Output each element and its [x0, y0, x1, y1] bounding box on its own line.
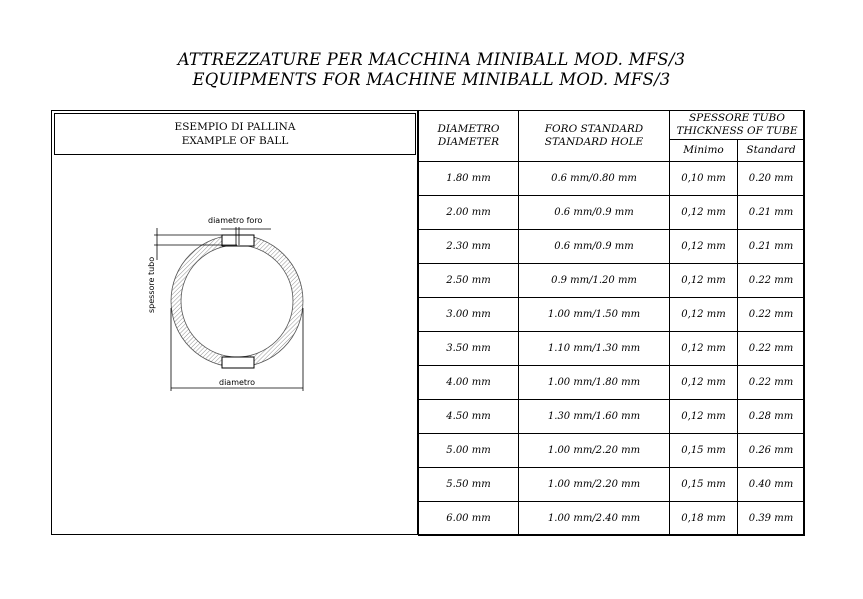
- example-label-english: EXAMPLE OF BALL: [181, 135, 289, 147]
- cell-std-thickness: 0.40 mm: [738, 468, 805, 502]
- cell-hole: 0.9 mm/1.20 mm: [519, 264, 670, 298]
- title-english: EQUIPMENTS FOR MACHINE MINIBALL MOD. MFS/3: [192, 70, 671, 89]
- example-label-italian: ESEMPIO DI PALLINA: [174, 121, 296, 133]
- cell-diameter: 6.00 mm: [419, 502, 519, 536]
- cell-std-thickness: 0.26 mm: [738, 434, 805, 468]
- header-diameter-en: DIAMETER: [437, 136, 500, 148]
- cell-min-thickness: 0,12 mm: [670, 230, 738, 264]
- hole-top: [222, 235, 254, 246]
- diameter-label: diametro: [219, 378, 256, 387]
- cell-std-thickness: 0.22 mm: [738, 366, 805, 400]
- cell-std-thickness: 0.28 mm: [738, 400, 805, 434]
- table-row: [419, 468, 805, 502]
- cell-std-thickness: 0.39 mm: [738, 502, 805, 536]
- table-row: [419, 434, 805, 468]
- table-row: [419, 196, 805, 230]
- cell-hole: 1.00 mm/2.20 mm: [519, 434, 670, 468]
- table-row: [419, 298, 805, 332]
- cell-min-thickness: 0,18 mm: [670, 502, 738, 536]
- cell-min-thickness: 0,10 mm: [670, 162, 738, 196]
- hole-bottom: [222, 357, 254, 368]
- cell-min-thickness: 0,12 mm: [670, 400, 738, 434]
- header-hole-it: FORO STANDARD: [544, 123, 644, 135]
- cell-hole: 0.6 mm/0.80 mm: [519, 162, 670, 196]
- cell-diameter: 5.00 mm: [419, 434, 519, 468]
- header-thickness-en: THICKNESS OF TUBE: [676, 125, 798, 137]
- cell-diameter: 5.50 mm: [419, 468, 519, 502]
- cell-diameter: 3.00 mm: [419, 298, 519, 332]
- table-row: [419, 366, 805, 400]
- cell-hole: 1.30 mm/1.60 mm: [519, 400, 670, 434]
- header-hole: [519, 111, 670, 162]
- table-row: [419, 502, 805, 536]
- cell-diameter: 4.00 mm: [419, 366, 519, 400]
- cell-hole: 1.00 mm/2.40 mm: [519, 502, 670, 536]
- cell-min-thickness: 0,12 mm: [670, 196, 738, 230]
- header-std: Standard: [738, 140, 805, 162]
- cell-std-thickness: 0.22 mm: [738, 298, 805, 332]
- header-thickness: [670, 111, 805, 140]
- tube-thickness-label: spessore tubo: [147, 256, 156, 313]
- cell-hole: 1.00 mm/1.50 mm: [519, 298, 670, 332]
- table-row: [419, 400, 805, 434]
- cell-diameter: 2.30 mm: [419, 230, 519, 264]
- cell-diameter: 2.00 mm: [419, 196, 519, 230]
- tube-ring: [171, 235, 303, 367]
- header-diameter: [419, 111, 519, 162]
- cell-min-thickness: 0,15 mm: [670, 434, 738, 468]
- cell-hole: 0.6 mm/0.9 mm: [519, 230, 670, 264]
- cell-std-thickness: 0.22 mm: [738, 332, 805, 366]
- cell-min-thickness: 0,15 mm: [670, 468, 738, 502]
- header-hole-en: STANDARD HOLE: [544, 136, 644, 148]
- table-row: [419, 230, 805, 264]
- hole-diameter-label: diametro foro: [208, 216, 263, 225]
- cell-min-thickness: 0,12 mm: [670, 366, 738, 400]
- cell-diameter: 1.80 mm: [419, 162, 519, 196]
- example-panel: [51, 110, 418, 535]
- cell-min-thickness: 0,12 mm: [670, 298, 738, 332]
- specs-table: [418, 110, 805, 536]
- header-diameter-it: DIAMETRO: [437, 123, 500, 135]
- cell-std-thickness: 0.20 mm: [738, 162, 805, 196]
- title-italian: ATTREZZATURE PER MACCHINA MINIBALL MOD. MFS/3: [177, 50, 686, 69]
- cell-diameter: 2.50 mm: [419, 264, 519, 298]
- cell-hole: 0.6 mm/0.9 mm: [519, 196, 670, 230]
- cell-hole: 1.10 mm/1.30 mm: [519, 332, 670, 366]
- table-row: [419, 332, 805, 366]
- ball-diagram: [51, 110, 418, 535]
- cell-std-thickness: 0.21 mm: [738, 196, 805, 230]
- cell-hole: 1.00 mm/1.80 mm: [519, 366, 670, 400]
- cell-std-thickness: 0.22 mm: [738, 264, 805, 298]
- cell-min-thickness: 0,12 mm: [670, 332, 738, 366]
- cell-min-thickness: 0,12 mm: [670, 264, 738, 298]
- cell-diameter: 3.50 mm: [419, 332, 519, 366]
- header-min: Minimo: [670, 140, 738, 162]
- cell-std-thickness: 0.21 mm: [738, 230, 805, 264]
- header-thickness-it: SPESSORE TUBO: [688, 112, 785, 124]
- cell-hole: 1.00 mm/2.20 mm: [519, 468, 670, 502]
- table-row: [419, 264, 805, 298]
- cell-diameter: 4.50 mm: [419, 400, 519, 434]
- table-row: [419, 162, 805, 196]
